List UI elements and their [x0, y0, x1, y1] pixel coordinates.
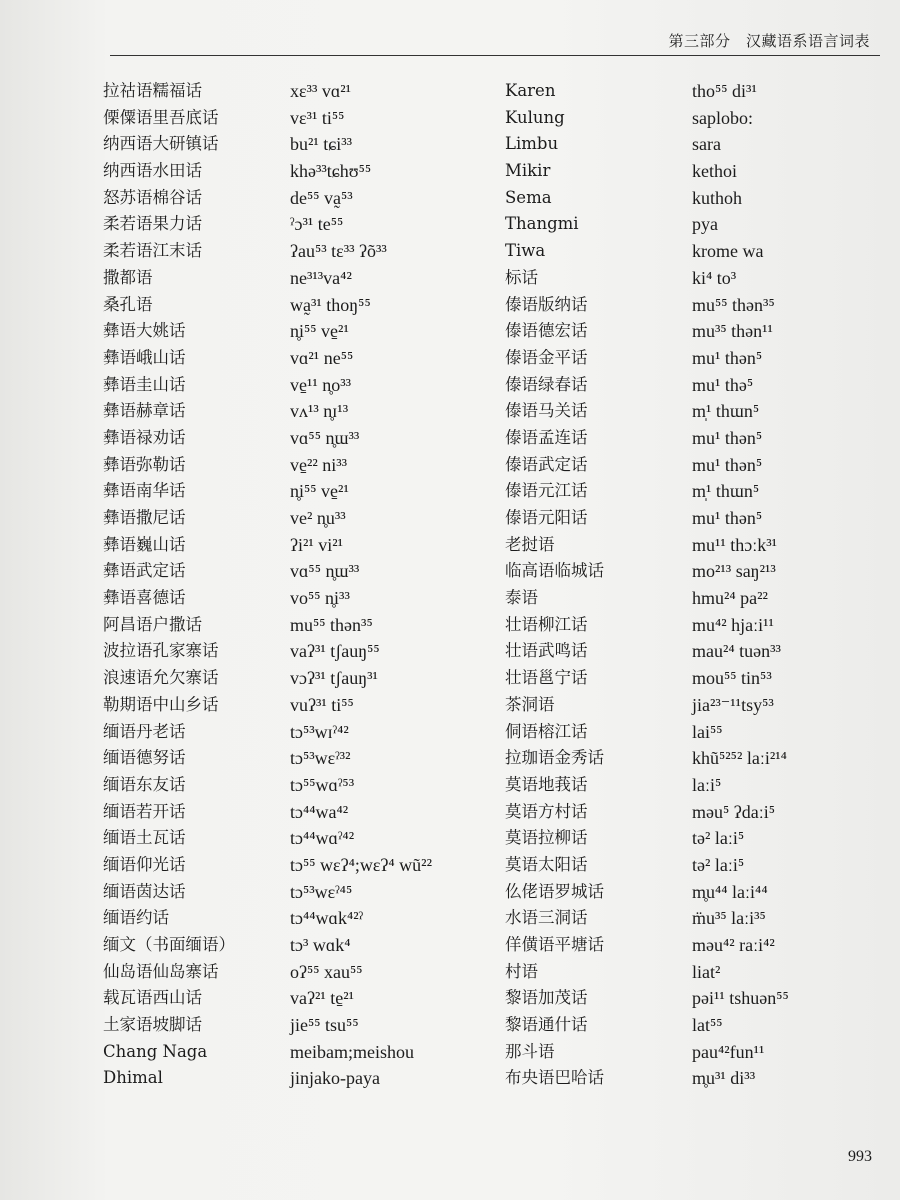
language-name-entry: Kulung — [505, 107, 565, 127]
word-form-entry: jie⁵⁵ tsu⁵⁵ — [290, 1015, 359, 1036]
language-name-entry: 泰语 — [505, 588, 538, 608]
language-name-entry: Mikir — [505, 161, 551, 181]
word-form-entry: saplobo: — [692, 107, 753, 128]
language-name-entry: 傣语绿春话 — [505, 374, 588, 394]
word-form-entry: mu³⁵ thən¹¹ — [692, 321, 773, 342]
language-name-entry: 莫语拉柳话 — [505, 828, 588, 848]
language-name-entry: 柔若语果力话 — [103, 214, 202, 234]
language-name-entry: 土家语坡脚话 — [103, 1015, 202, 1035]
word-form-entry: vɑ⁵⁵ n̥ɯ³³ — [290, 427, 360, 448]
word-form-entry: vuʔ³¹ ti⁵⁵ — [290, 694, 354, 715]
word-form-entry: vɑ²¹ ne⁵⁵ — [290, 347, 354, 368]
word-form-entry: oʔ⁵⁵ xau⁵⁵ — [290, 961, 363, 982]
language-name-entry: 傣语孟连话 — [505, 427, 588, 447]
word-form-entry: mu¹ thə⁵ — [692, 374, 754, 395]
language-name-entry: 彝语峨山话 — [103, 347, 186, 367]
word-form-entry: vaʔ³¹ tʃauŋ⁵⁵ — [290, 641, 380, 662]
word-form-entry: mu¹ thən⁵ — [692, 347, 763, 368]
word-form-entry: mou⁵⁵ tin⁵³ — [692, 668, 772, 689]
word-form-entry: mu⁵⁵ thən³⁵ — [290, 614, 373, 635]
language-name-entry: 标话 — [505, 267, 538, 287]
language-name-entry: Chang Naga — [103, 1041, 208, 1061]
word-form-entry: mu¹ thən⁵ — [692, 454, 763, 475]
language-name-entry: 黎语通什话 — [505, 1015, 588, 1035]
language-name-entry: Dhimal — [103, 1068, 163, 1088]
word-form-entry: tə² laːi⁵ — [692, 828, 745, 849]
running-header: 第三部分 汉藏语系语言词表 — [668, 32, 870, 50]
language-name-entry: 缅语德努话 — [103, 748, 186, 768]
word-form-entry: jinjako-paya — [290, 1068, 380, 1089]
language-name-entry: 纳西语水田话 — [103, 161, 202, 181]
word-form-entry: pəi¹¹ tshuən⁵⁵ — [692, 988, 789, 1009]
language-name-entry: 彝语禄劝话 — [103, 427, 186, 447]
word-form-entry: tho⁵⁵ di³¹ — [692, 81, 757, 101]
language-name-entry: 彝语圭山话 — [103, 374, 186, 394]
language-name-entry: 纳西语大研镇话 — [103, 134, 219, 154]
word-form-entry: pau⁴²fun¹¹ — [692, 1041, 765, 1062]
word-form-entry: mu¹¹ thɔːk³¹ — [692, 534, 778, 555]
language-name-entry: 载瓦语西山话 — [103, 988, 202, 1008]
language-name-entry: 村语 — [505, 961, 538, 981]
language-name-entry: 壮语柳江话 — [505, 614, 588, 634]
word-form-entry: m̩¹ thɯn⁵ — [692, 401, 760, 422]
word-form-entry: meibam;meishou — [290, 1041, 414, 1062]
language-name-entry: 傣语武定话 — [505, 454, 588, 474]
language-name-entry: 仫佬语罗城话 — [505, 881, 604, 901]
language-name-entry: 彝语赫章话 — [103, 401, 186, 421]
language-name-entry: 老挝语 — [505, 534, 555, 554]
header-rule — [110, 55, 880, 56]
word-form-entry: tɔ⁵³wɪˀ⁴² — [290, 721, 349, 742]
word-form-entry: tɔ⁵³wɛˀ³² — [290, 748, 351, 769]
language-name-entry: 佯僙语平塘话 — [505, 935, 604, 954]
word-form-entry: tə² laːi⁵ — [692, 854, 745, 875]
language-name-entry: 彝语喜德话 — [103, 588, 186, 608]
word-form-entry: m̥u⁴⁴ laːi⁴⁴ — [692, 881, 768, 902]
column-language-names-right — [505, 78, 675, 1092]
language-name-entry: 莫语方村话 — [505, 801, 588, 821]
word-form-entry: ve̱¹¹ n̥o³³ — [290, 374, 352, 395]
word-form-entry: tɔ⁴⁴wɑˀ⁴² — [290, 828, 355, 849]
word-form-entry: ve² n̥u³³ — [290, 508, 346, 528]
language-name-entry: Karen — [505, 81, 556, 100]
language-name-entry: 茶洞语 — [505, 694, 555, 714]
word-form-entry: wa̰³¹ thoŋ⁵⁵ — [290, 294, 371, 315]
language-name-entry: 缅语土瓦话 — [103, 828, 186, 848]
language-name-entry: 莫语地莪话 — [505, 774, 588, 794]
language-name-entry: 拉祜语糯福话 — [103, 81, 202, 100]
word-form-entry: kethoi — [692, 161, 737, 182]
word-form-entry: məu⁵ ʔdaːi⁵ — [692, 801, 776, 822]
language-name-entry: 临高语临城话 — [505, 561, 604, 581]
word-form-entry: tɔ³ wɑk⁴ — [290, 935, 351, 955]
language-name-entry: 缅语东友话 — [103, 774, 186, 794]
word-form-entry: ki⁴ to³ — [692, 267, 737, 288]
word-form-entry: sara — [692, 134, 721, 155]
word-form-entry: mu¹ thən⁵ — [692, 508, 763, 528]
word-form-entry: mu⁴² hjaːi¹¹ — [692, 614, 774, 635]
language-name-entry: 缅文（书面缅语） — [103, 935, 235, 954]
language-name-entry: 撒都语 — [103, 267, 153, 287]
word-form-entry: kuthoh — [692, 187, 743, 208]
word-form-entry: vɑ⁵⁵ n̥ɯ³³ — [290, 561, 360, 582]
word-form-entry: ˀɔ³¹ te⁵⁵ — [290, 214, 344, 235]
word-form-entry: de⁵⁵ va̰⁵³ — [290, 187, 353, 208]
word-form-entry: bu²¹ tɕi³³ — [290, 134, 353, 155]
language-name-entry: 傈僳语里吾底话 — [103, 107, 219, 127]
word-form-entry: vɔʔ³¹ tʃauŋ³¹ — [290, 668, 378, 689]
word-form-entry: pya — [692, 214, 718, 235]
page-number: 993 — [848, 1148, 872, 1165]
language-name-entry: 傣语德宏话 — [505, 321, 588, 341]
language-name-entry: 缅语若开话 — [103, 801, 186, 821]
word-form-entry: tɔ⁵³wɛˀ⁴⁵ — [290, 881, 353, 902]
language-name-entry: 彝语武定话 — [103, 561, 186, 581]
language-name-entry: 傣语元江话 — [505, 481, 588, 501]
language-name-entry: Thangmi — [505, 214, 579, 234]
word-form-entry: tɔ⁴⁴wɑk⁴²ˀ — [290, 908, 364, 929]
word-form-entry: tɔ⁴⁴wa⁴² — [290, 801, 349, 822]
language-name-entry: 桑孔语 — [103, 294, 153, 314]
language-name-entry: 缅语仰光话 — [103, 854, 186, 874]
language-name-entry: 壮语武鸣话 — [505, 641, 588, 661]
language-name-entry: 勒期语中山乡话 — [103, 694, 219, 714]
word-form-entry: m̈u³⁵ laːi³⁵ — [692, 908, 766, 929]
language-name-entry: 怒苏语棉谷话 — [103, 187, 202, 207]
word-form-entry: jia²³⁻¹¹tsy⁵³ — [692, 694, 774, 715]
word-form-entry: xɛ³³ vɑ²¹ — [290, 81, 352, 101]
word-form-entry: mau²⁴ tuən³³ — [692, 641, 781, 662]
language-name-entry: 缅语丹老话 — [103, 721, 186, 741]
language-name-entry: Tiwa — [505, 241, 546, 261]
word-form-entry: laːi⁵ — [692, 774, 722, 795]
word-form-entry: n̥i⁵⁵ ve̱²¹ — [290, 481, 349, 502]
word-form-entry: liat² — [692, 961, 721, 982]
word-form-entry: hmu²⁴ pa²² — [692, 588, 768, 609]
word-form-entry: vʌ¹³ n̥ɪ¹³ — [290, 401, 349, 422]
word-form-entry: mo²¹³ saŋ²¹³ — [692, 561, 776, 582]
language-name-entry: 柔若语江末话 — [103, 241, 202, 261]
word-form-entry: ʔi²¹ vi²¹ — [290, 534, 344, 555]
word-form-entry: məu⁴² raːi⁴² — [692, 935, 775, 955]
word-form-entry: vɛ³¹ ti⁵⁵ — [290, 107, 345, 128]
word-form-entry: krome wa — [692, 241, 764, 262]
column-language-names-left — [103, 78, 273, 1092]
language-name-entry: 侗语榕江话 — [505, 721, 588, 741]
language-name-entry: 彝语弥勒话 — [103, 454, 186, 474]
language-name-entry: 彝语南华话 — [103, 481, 186, 501]
language-name-entry: 浪速语允欠寨话 — [103, 668, 219, 688]
language-name-entry: 傣语元阳话 — [505, 508, 588, 527]
word-form-entry: lat⁵⁵ — [692, 1015, 723, 1036]
word-form-entry: khə³³tɕhʊ⁵⁵ — [290, 161, 372, 182]
word-form-entry: m̩¹ thɯn⁵ — [692, 481, 760, 502]
language-name-entry: 缅语茵达话 — [103, 881, 186, 901]
word-form-entry: m̥u³¹ di³³ — [692, 1068, 756, 1089]
language-name-entry: 水语三洞话 — [505, 908, 588, 928]
word-form-entry: vaʔ²¹ te̱²¹ — [290, 988, 355, 1009]
language-name-entry: 莫语太阳话 — [505, 854, 588, 874]
column-forms-right — [692, 78, 892, 1092]
word-form-entry: tɔ⁵⁵ wɛʔ⁴;wɛʔ⁴ wũ²² — [290, 854, 432, 875]
word-form-entry: n̥i⁵⁵ ve̱²¹ — [290, 321, 349, 342]
language-name-entry: 仙岛语仙岛寨话 — [103, 961, 219, 981]
language-name-entry: Limbu — [505, 134, 559, 154]
word-form-entry: lai⁵⁵ — [692, 721, 723, 742]
language-name-entry: 那斗语 — [505, 1041, 555, 1061]
language-name-entry: 阿昌语户撒话 — [103, 614, 202, 634]
language-name-entry: 布央语巴哈话 — [505, 1068, 604, 1088]
language-name-entry: 拉珈语金秀话 — [505, 748, 604, 768]
language-name-entry: Sema — [505, 187, 552, 207]
word-form-entry: ʔau⁵³ tɛ³³ ʔõ³³ — [290, 241, 387, 262]
word-form-entry: tɔ⁵⁵wɑˀ⁵³ — [290, 774, 355, 795]
language-name-entry: 波拉语孔家寨话 — [103, 641, 219, 661]
language-name-entry: 彝语大姚话 — [103, 321, 186, 341]
word-form-entry: vo⁵⁵ n̥i³³ — [290, 588, 350, 609]
language-name-entry: 黎语加茂话 — [505, 988, 588, 1008]
language-name-entry: 傣语马关话 — [505, 401, 588, 421]
language-name-entry: 彝语巍山话 — [103, 534, 186, 554]
language-name-entry: 彝语撒尼话 — [103, 508, 186, 527]
language-name-entry: 壮语邕宁话 — [505, 668, 588, 688]
word-form-entry: khũ⁵²⁵² laːi²¹⁴ — [692, 748, 787, 769]
column-forms-left — [290, 78, 490, 1092]
language-name-entry: 傣语金平话 — [505, 347, 588, 367]
word-form-entry: ve̱²² ni³³ — [290, 454, 348, 475]
word-form-entry: ne³¹³va⁴² — [290, 267, 352, 288]
word-form-entry: mu¹ thən⁵ — [692, 427, 763, 448]
language-name-entry: 傣语版纳话 — [505, 294, 588, 314]
word-form-entry: mu⁵⁵ thən³⁵ — [692, 294, 775, 315]
language-name-entry: 缅语约话 — [103, 908, 169, 928]
